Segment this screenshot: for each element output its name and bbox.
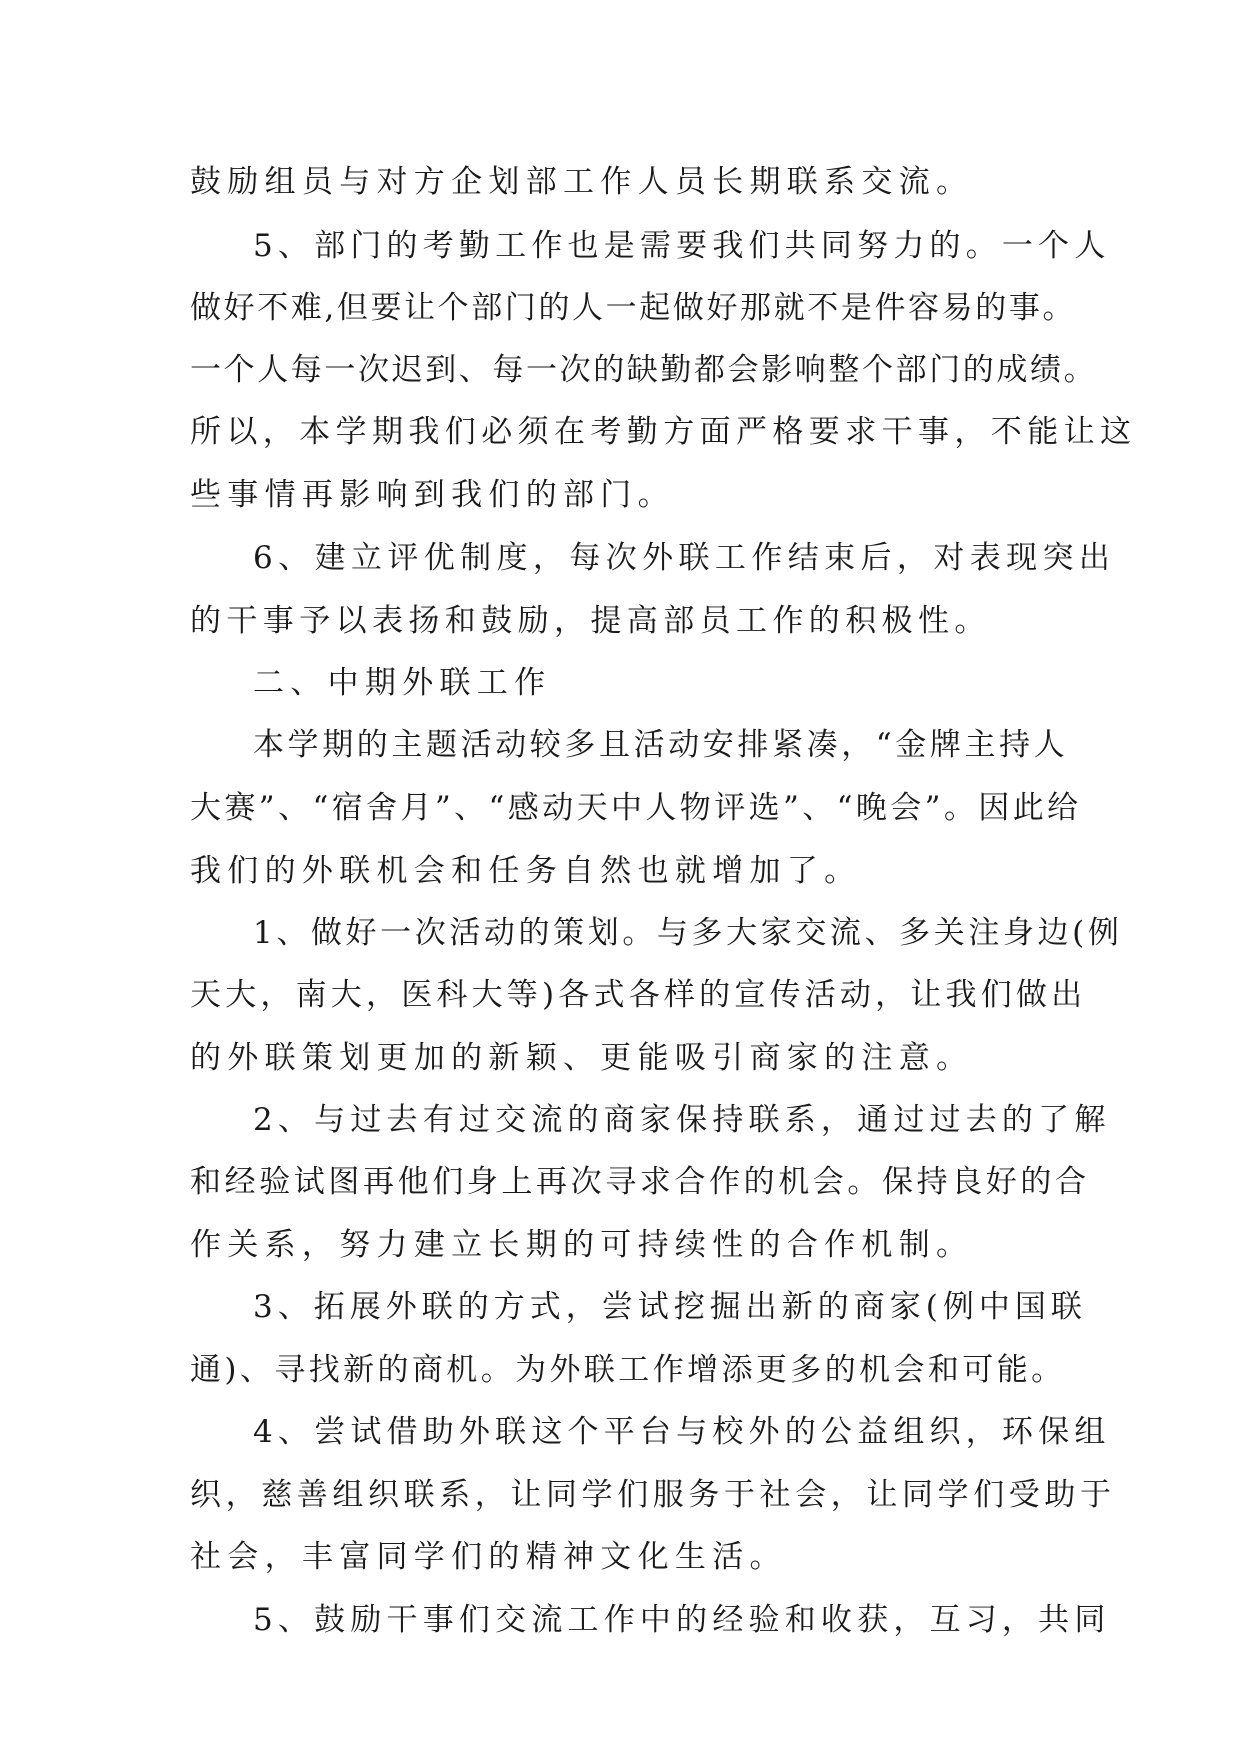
text-line-22: 织，慈善组织联系，让同学们服务于社会，让同学们受助于	[190, 1477, 1116, 1513]
text-line-21: 4、尝试借助外联这个平台与校外的公益组织，环保组	[253, 1414, 1111, 1450]
text-line-24: 5、鼓励干事们交流工作中的经验和收获，互习，共同	[253, 1602, 1111, 1638]
text-line-1: 鼓励组员与对方企划部工作人员长期联系交流。	[190, 164, 974, 200]
text-line-10: 本学期的主题活动较多且活动安排紧凑，“金牌主持人	[253, 727, 1069, 763]
section-heading-mid-term: 二、中期外联工作	[253, 665, 552, 701]
text-line-2: 5、部门的考勤工作也是需要我们共同努力的。一个人	[253, 228, 1111, 264]
text-line-20: 通)、寻找新的商机。为外联工作增添更多的机会和可能。	[190, 1352, 1066, 1388]
text-line-14: 天大，南大，医科大等)各式各样的宣传活动，让我们做出	[190, 977, 1087, 1013]
text-line-7: 6、建立评优制度，每次外联工作结束后，对表现突出	[253, 540, 1116, 576]
text-line-3: 做好不难,但要让个部门的人一起做好那就不是件容易的事。	[190, 290, 1077, 326]
text-line-17: 和经验试图再他们身上再次寻求合作的机会。保持良好的合	[190, 1164, 1090, 1200]
text-line-4: 一个人每一次迟到、每一次的缺勤都会影响整个部门的成绩。	[190, 352, 1098, 388]
text-line-13: 1、做好一次活动的策划。与多大家交流、多关注身边(例	[253, 915, 1123, 951]
text-line-5: 所以，本学期我们必须在考勤方面严格要求干事，不能让这	[190, 414, 1137, 450]
text-line-16: 2、与过去有过交流的商家保持联系，通过过去的了解	[253, 1102, 1111, 1138]
text-line-23: 社会，丰富同学们的精神文化生活。	[190, 1539, 787, 1575]
text-line-19: 3、拓展外联的方式，尝试挖掘出新的商家(例中国联	[253, 1289, 1087, 1325]
text-line-12: 我们的外联机会和任务自然也就增加了。	[190, 853, 862, 889]
text-line-18: 作关系，努力建立长期的可持续性的合作机制。	[190, 1227, 974, 1263]
text-line-8: 的干事予以表扬和鼓励，提高部员工作的积极性。	[190, 603, 991, 639]
text-line-6: 些事情再影响到我们的部门。	[190, 477, 675, 513]
text-line-15: 的外联策划更加的新颖、更能吸引商家的注意。	[190, 1040, 974, 1076]
text-line-11: 大赛”、“宿舍月”、“感动天中人物评选”、“晚会”。因此给	[190, 790, 1082, 826]
